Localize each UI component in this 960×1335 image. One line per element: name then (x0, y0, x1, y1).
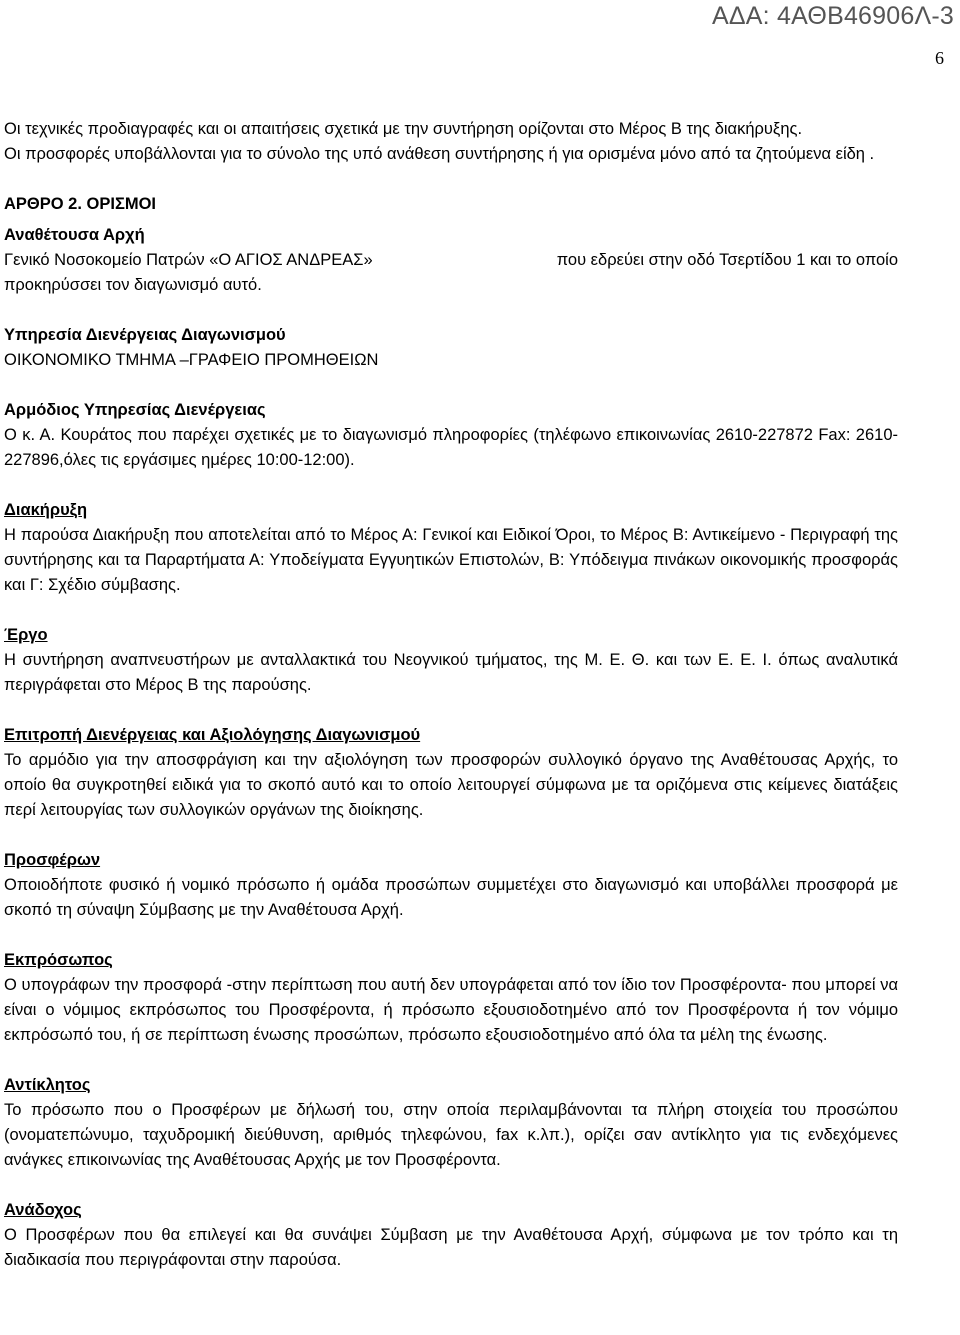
contact-heading: Αντίκλητος (4, 1076, 91, 1094)
page-number: 6 (935, 48, 944, 68)
representative-heading: Εκπρόσωπος (4, 951, 113, 969)
service-heading: Υπηρεσία Διενέργειας Διαγωνισμού (4, 326, 286, 344)
authority-heading: Αναθέτουσα Αρχή (4, 226, 145, 244)
representative-text: Ο υπογράφων την προσφορά -στην περίπτωση που αυτή δεν υπογράφεται από τον ίδιο τον Προσφέροντα- που μπορεί να είναι ο νόμιμος εκπρόσωπος του Προσφέροντα, ή πρόσωπο εξουσιοδοτημένο από τον Προσφέροντα ή τον νόμιμο εκπρόσωπό του, ή σε περίπτωση ένωσης προσώπων, πρόσωπο εξουσιοδοτημένο από όλα τα μέλη της ένωσης. (4, 976, 898, 1044)
authority-line-2: προκηρύσσει τον διαγωνισμό αυτό. (4, 276, 262, 294)
service-text: ΟΙΚΟΝΟΜΙΚΟ ΤΜΗΜΑ –ΓΡΑΦΕΙΟ ΠΡΟΜΗΘΕΙΩΝ (4, 351, 379, 369)
work-text: Η συντήρηση αναπνευστήρων με ανταλλακτικά του Νεογνικού τμήματος, της Μ. Ε. Θ. και των Ε. Ε. Ι. όπως αναλυτικά περιγράφεται στο Μέρος Β της παρούσης. (4, 651, 898, 694)
competent-heading: Αρμόδιος Υπηρεσίας Διενέργειας (4, 401, 266, 419)
contact-text: Το πρόσωπο που ο Προσφέρων με δήλωσή του, στην οποία περιλαμβάνονται τα πλήρη στοιχεία του προσώπου (ονοματεπώνυμο, ταχυδρομική διεύθυνση, αριθμός τηλεφώνου, fax κ.λπ.), ορίζει σαν αντίκλητο για τις ενδεχόμενες ανάγκες επικοινωνίας της Αναθέτουσας Αρχής με τον Προσφέροντα. (4, 1101, 898, 1169)
declaration-text: Η παρούσα Διακήρυξη που αποτελείται από το Μέρος Α: Γενικοί και Ειδικοί Όροι, το Μέρος Β: Αντικείμενο - Περιγραφή της συντήρησης και τα Παραρτήματα Α: Υποδείγματα Εγγυητικών Επιστολών, Β: Υπόδειγμα πινάκων οικονομικής προσφοράς και Γ: Σχέδιο σύμβασης. (4, 526, 898, 594)
competent-text: Ο κ. Α. Κουράτος που παρέχει σχετικές με το διαγωνισμό πληροφορίες (τηλέφωνο επικοινωνίας 2610-227872 Fax: 2610-227896,όλες τις εργάσιμες ημέρες 10:00-12:00). (4, 426, 898, 469)
intro-line-2: Οι προσφορές υποβάλλονται για το σύνολο της υπό ανάθεση συντήρησης ή για ορισμένα μόνο από τα ζητούμενα είδη . (4, 145, 875, 163)
bidder-heading: Προσφέρων (4, 851, 101, 869)
document-body (4, 117, 898, 1273)
bidder-text: Οποιοδήποτε φυσικό ή νομικό πρόσωπο ή ομάδα προσώπων συμμετέχει στο διαγωνισμό και υποβάλλει προσφορά με σκοπό τη σύναψη Σύμβασης με την Αναθέτουσα Αρχή. (4, 876, 898, 919)
committee-heading: Επιτροπή Διενέργειας και Αξιολόγησης Διαγωνισμού (4, 726, 421, 744)
authority-row (4, 248, 898, 273)
contractor-text: Ο Προσφέρων που θα επιλεγεί και θα συνάψει Σύμβαση με την Αναθέτουσα Αρχή, σύμφωνα με τον τρόπο και τη διαδικασία που περιγράφονται στην παρούσα. (4, 1226, 898, 1269)
intro-line-1: Οι τεχνικές προδιαγραφές και οι απαιτήσεις σχετικά με την συντήρηση ορίζονται στο Μέρος Β της διακήρυξης. (4, 120, 803, 138)
declaration-heading: Διακήρυξη (4, 501, 88, 519)
article-title: ΑΡΘΡΟ 2. ΟΡΙΣΜΟΙ (4, 195, 157, 213)
committee-text: Το αρμόδιο για την αποσφράγιση και την αξιολόγηση των προσφορών συλλογικό όργανο της Αναθέτουσας Αρχής, το οποίο θα συγκροτηθεί ειδικά για το σκοπό αυτό και το οποίο λειτουργεί σύμφωνα με τα οριζόμενα στις κείμενες διατάξεις περί λειτουργίας των συλλογικών οργάνων της διοίκησης. (4, 751, 898, 819)
authority-name: Γενικό Νοσοκομείο Πατρών «Ο ΑΓΙΟΣ ΑΝΔΡΕΑΣ» (4, 251, 373, 269)
contractor-heading: Ανάδοχος (4, 1201, 82, 1219)
ada-code: ΑΔΑ: 4ΑΘΒ46906Λ-3 (712, 2, 954, 30)
authority-address: που εδρεύει στην οδό Τσερτίδου 1 και το οποίο (556, 251, 898, 269)
work-heading: Έργο (4, 626, 48, 644)
